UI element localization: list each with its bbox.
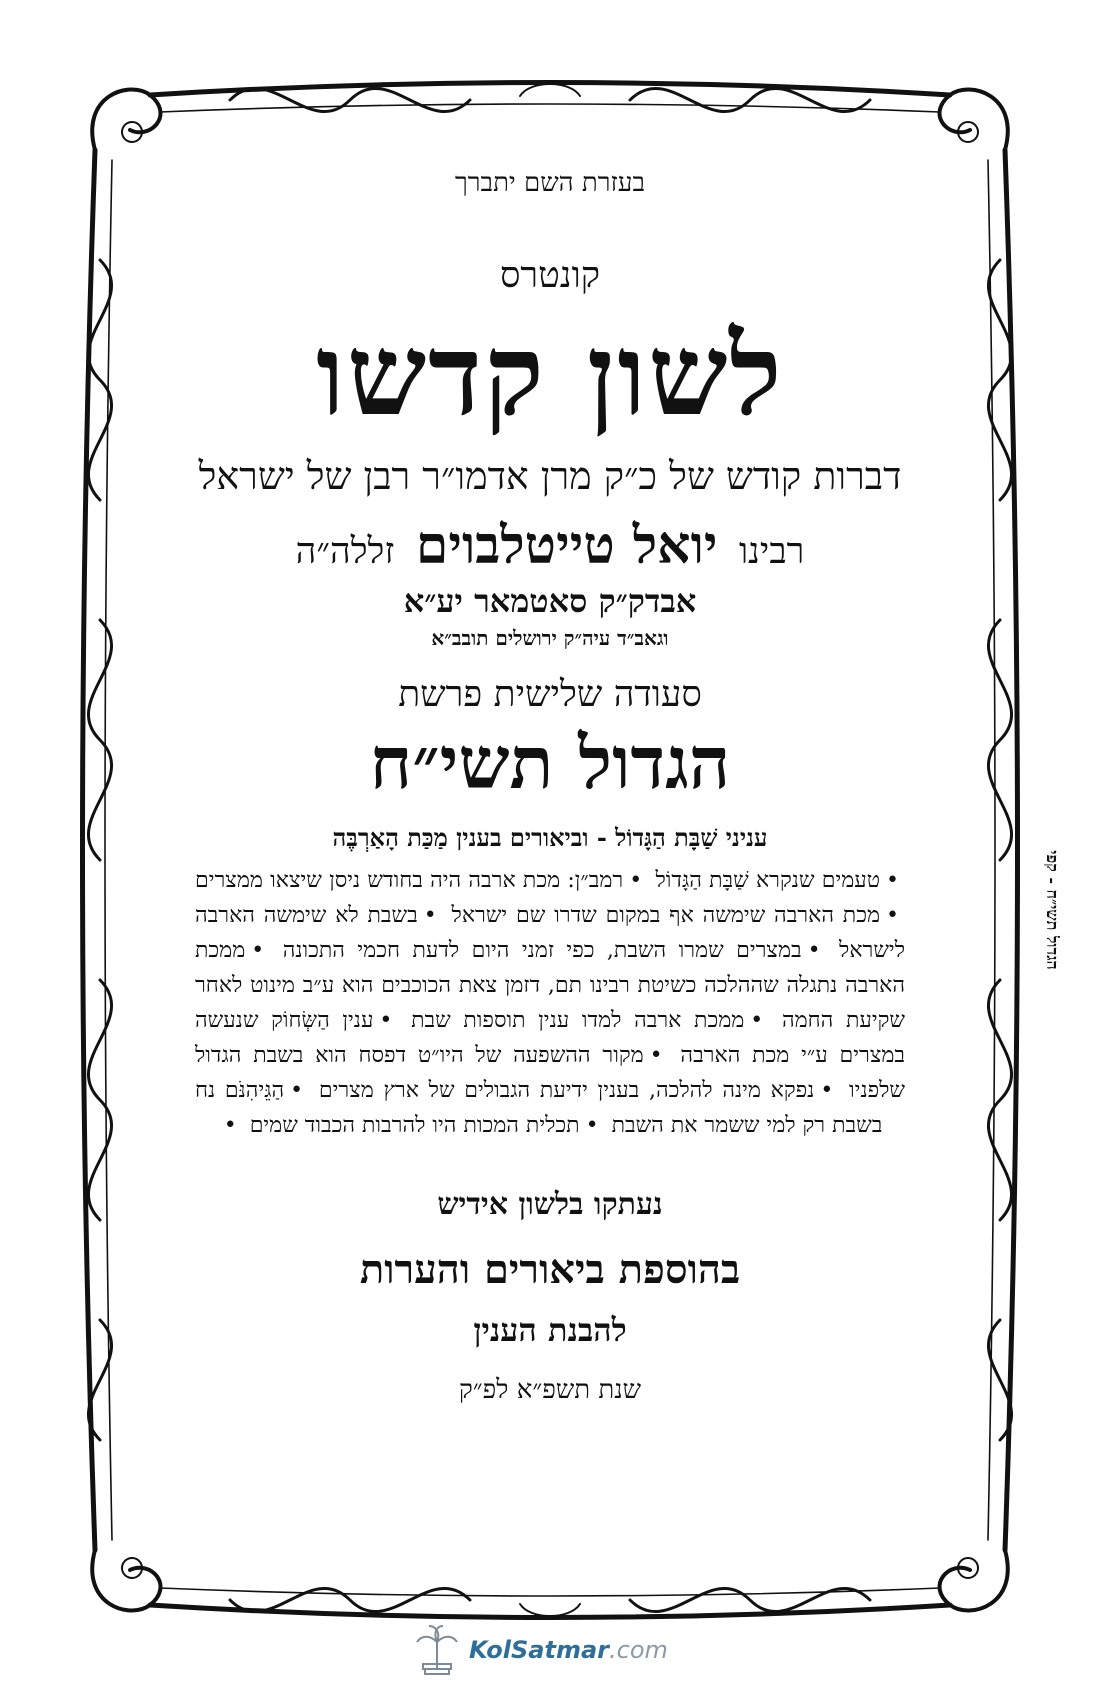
translation-note: נעתקו בלשון אידיש (437, 1186, 663, 1222)
summary-item: רמב״ן: מכת ארבה היה בחודש ניסן שיצאו ממצרים (195, 867, 624, 893)
kolsatmar-logo[interactable] (415, 1620, 715, 1680)
topics-summary (195, 863, 905, 1143)
summary-bullet: • (820, 1077, 834, 1103)
summary-item: ממכת ארבה למדו ענין תוספות שבת (411, 1007, 745, 1033)
summary-item: ממכת הארבה נתגלה שההלכה כשיטת רבינו תם, דזמן צאת הכוכבים הוא ע״ב מינוט לאחר שקיעת החמה (195, 937, 905, 1033)
summary-bullet: • (629, 867, 643, 893)
summary-item: ענין הַשְּׂחוֹק שנעשה במצרים ע״י מכת הארבה (195, 1007, 905, 1068)
summary-item: תכלית המכות היו להרבות הכבוד שמים (249, 1112, 580, 1138)
summary-bullet: • (886, 902, 899, 928)
title-page-content (175, 150, 925, 1530)
summary-bullet: • (886, 867, 900, 893)
summary-bullet: • (290, 1077, 304, 1103)
palm-tree-books-icon (415, 1624, 459, 1676)
publication-year: שנת תשפ״א לפ״ק (458, 1374, 642, 1405)
rabbi-title-jerusalem: וגאב״ד עיה״ק ירושלים תובב״א (431, 626, 669, 650)
opening-blessing: בעזרת השם יתברך (455, 168, 645, 198)
rabbi-title-satmar: אבדק״ק סאטמאר יע״א (403, 582, 697, 620)
rabbi-prefix: רבינו (738, 531, 805, 572)
pamphlet-label: קונטרס (499, 255, 601, 296)
site-name (469, 1636, 668, 1664)
summary-bullet: • (423, 902, 437, 928)
summary-item: הַגֵּיהִנֹּם נח בשבת רק למי ששמר את השבת (195, 1077, 883, 1138)
parsha-year-title: הגדול תשי״ח (369, 720, 731, 805)
summary-item: מכת הארבה שימשה אף במקום שדרו שם ישראל (451, 902, 881, 928)
summary-item: במצרים שמרו השבת, כפי זמני היום לדעת חכמי התכונה (282, 937, 802, 963)
additions-note: בהוספת ביאורים והערות (359, 1245, 741, 1293)
summary-item: בשבת לא שימשה הארבה לישראל (195, 902, 905, 963)
rabbi-suffix: זללה״ה (295, 531, 395, 572)
summary-bullet: • (223, 1112, 237, 1138)
topics-heading: עניני שַׁבָּת הַגָּדוֹל - וביאורים בענין מַכַּת הָאַרְבֶּה (332, 822, 768, 852)
summary-item: טעמים שנקרא שַׁבָּת הַגָּדוֹל (655, 867, 881, 893)
summary-bullet: • (251, 937, 265, 963)
summary-item: נפקא מינה להלכה, בענין ידיעת הגבולים של ארץ מצרים (318, 1077, 815, 1103)
summary-bullet: • (649, 1042, 663, 1068)
side-page-label: הגדול תשי״ח - קפי (1043, 850, 1062, 970)
summary-bullet: • (807, 937, 821, 963)
summary-bullet: • (379, 1007, 393, 1033)
summary-bullet: • (750, 1007, 764, 1033)
occasion: סעודה שלישית פרשת (398, 674, 702, 715)
summary-bullet: • (585, 1112, 599, 1138)
site-domain: .com (609, 1636, 668, 1664)
main-title: לשון קדשו (316, 310, 784, 441)
rabbi-name-row (175, 515, 925, 576)
understanding-note: להבנת הענין (473, 1310, 627, 1349)
summary-item: מקור ההשפעה של היו״ט דפסח הוא בשבת הגדול שלפניו (195, 1042, 905, 1103)
author-intro: דברות קודש של כ״ק מרן אדמו״ר רבן של ישראל (198, 454, 902, 498)
rabbi-name: יואל טייטלבוים (415, 515, 718, 576)
site-brand: KolSatmar (469, 1636, 609, 1664)
